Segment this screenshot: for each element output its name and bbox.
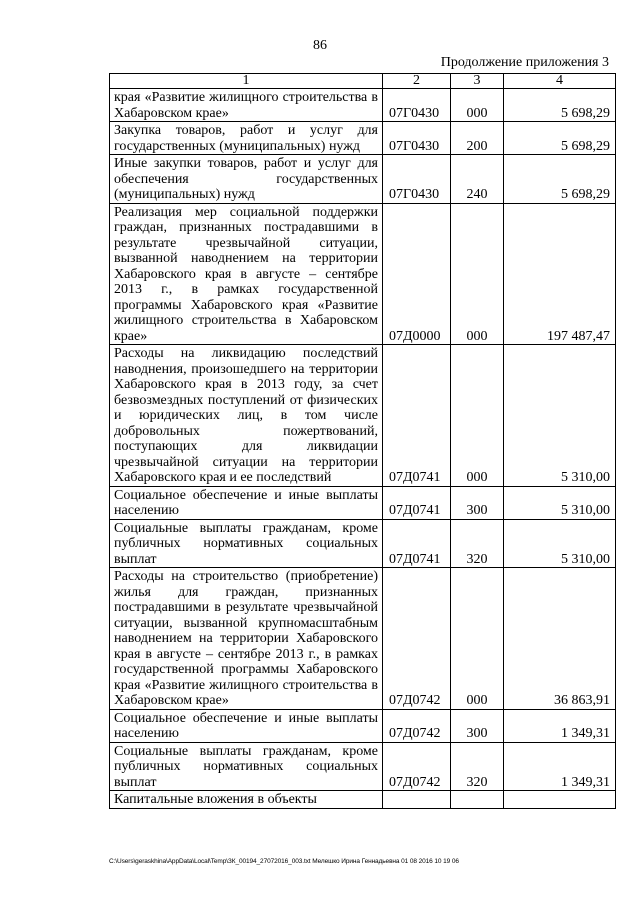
row-code: 07Г0430 bbox=[383, 122, 451, 155]
page-number: 86 bbox=[313, 38, 327, 53]
row-amount: 5 698,29 bbox=[504, 122, 616, 155]
row-amount bbox=[504, 791, 616, 809]
row-code: 07Д0742 bbox=[383, 568, 451, 710]
row-type bbox=[451, 791, 504, 809]
row-code: 07Г0430 bbox=[383, 89, 451, 122]
row-description: Социальные выплаты гражданам, кроме публичных нормативных социальных выплат bbox=[110, 519, 383, 568]
row-type: 300 bbox=[451, 709, 504, 742]
budget-table bbox=[109, 73, 616, 809]
table-row bbox=[110, 568, 616, 710]
header-col-1: 1 bbox=[110, 74, 383, 89]
row-description: Расходы на строительство (приобретение) жилья для граждан, признанных пострадавшими в результате чрезвычайной ситуации, вызванной крупномасштабным наводнением на территории Хабаровского края в августе – сентябре 2013 г., в рамках государственной программы Хабаровского края «Развитие жилищного строительства в Хабаровском крае» bbox=[110, 568, 383, 710]
header-col-2: 2 bbox=[383, 74, 451, 89]
row-code: 07Д0742 bbox=[383, 742, 451, 791]
table-row bbox=[110, 791, 616, 809]
row-description: Закупка товаров, работ и услуг для государственных (муниципальных) нужд bbox=[110, 122, 383, 155]
row-type: 200 bbox=[451, 122, 504, 155]
row-code: 07Д0741 bbox=[383, 486, 451, 519]
table-row bbox=[110, 89, 616, 122]
table-row bbox=[110, 486, 616, 519]
row-code: 07Д0741 bbox=[383, 345, 451, 487]
file-path-footer: C:\Users\geraskhina\AppData\Local\Temp\ЗК_00194_27072016_003.txt Мелешко Ирина Геннадьевна 01 08 2016 10 19 06 bbox=[109, 858, 459, 865]
table-header-row bbox=[110, 74, 616, 89]
row-type: 000 bbox=[451, 203, 504, 345]
row-amount: 1 349,31 bbox=[504, 709, 616, 742]
table-row bbox=[110, 742, 616, 791]
row-code: 07Д0000 bbox=[383, 203, 451, 345]
row-type: 320 bbox=[451, 519, 504, 568]
row-description: Расходы на ликвидацию последствий наводнения, произошедшего на территории Хабаровского края в 2013 году, за счет безвозмездных поступлений от физических и юридических лиц, в том числе добровольных пожертвований, поступающих для ликвидации чрезвычайной ситуации на территории Хабаровского края и ее последствий bbox=[110, 345, 383, 487]
row-type: 000 bbox=[451, 345, 504, 487]
row-type: 000 bbox=[451, 89, 504, 122]
header-col-3: 3 bbox=[451, 74, 504, 89]
row-amount: 5 310,00 bbox=[504, 345, 616, 487]
row-description: Капитальные вложения в объекты bbox=[110, 791, 383, 809]
row-amount: 5 310,00 bbox=[504, 519, 616, 568]
row-description: Иные закупки товаров, работ и услуг для обеспечения государственных (муниципальных) нужд bbox=[110, 155, 383, 204]
row-description: Реализация мер социальной поддержки граждан, признанных пострадавшими в результате чрезвычайной ситуации, вызванной наводнением на территории Хабаровского края в августе – сентябре 2013 г., в рамках государственной программы Хабаровского края «Развитие жилищного строительства в Хабаровском крае» bbox=[110, 203, 383, 345]
row-amount: 5 698,29 bbox=[504, 155, 616, 204]
row-type: 320 bbox=[451, 742, 504, 791]
row-amount: 36 863,91 bbox=[504, 568, 616, 710]
row-description: Социальное обеспечение и иные выплаты населению bbox=[110, 486, 383, 519]
continuation-label: Продолжение приложения 3 bbox=[440, 55, 609, 70]
row-amount: 5 698,29 bbox=[504, 89, 616, 122]
row-description: Социальное обеспечение и иные выплаты населению bbox=[110, 709, 383, 742]
row-code bbox=[383, 791, 451, 809]
table-row bbox=[110, 709, 616, 742]
row-code: 07Г0430 bbox=[383, 155, 451, 204]
table-row bbox=[110, 345, 616, 487]
row-type: 000 bbox=[451, 568, 504, 710]
row-type: 300 bbox=[451, 486, 504, 519]
table-row bbox=[110, 122, 616, 155]
row-amount: 197 487,47 bbox=[504, 203, 616, 345]
row-amount: 1 349,31 bbox=[504, 742, 616, 791]
header-col-4: 4 bbox=[504, 74, 616, 89]
row-amount: 5 310,00 bbox=[504, 486, 616, 519]
row-description: края «Развитие жилищного строительства в Хабаровском крае» bbox=[110, 89, 383, 122]
row-code: 07Д0742 bbox=[383, 709, 451, 742]
row-code: 07Д0741 bbox=[383, 519, 451, 568]
table-row bbox=[110, 155, 616, 204]
row-description: Социальные выплаты гражданам, кроме публичных нормативных социальных выплат bbox=[110, 742, 383, 791]
row-type: 240 bbox=[451, 155, 504, 204]
table-row bbox=[110, 203, 616, 345]
table-row bbox=[110, 519, 616, 568]
